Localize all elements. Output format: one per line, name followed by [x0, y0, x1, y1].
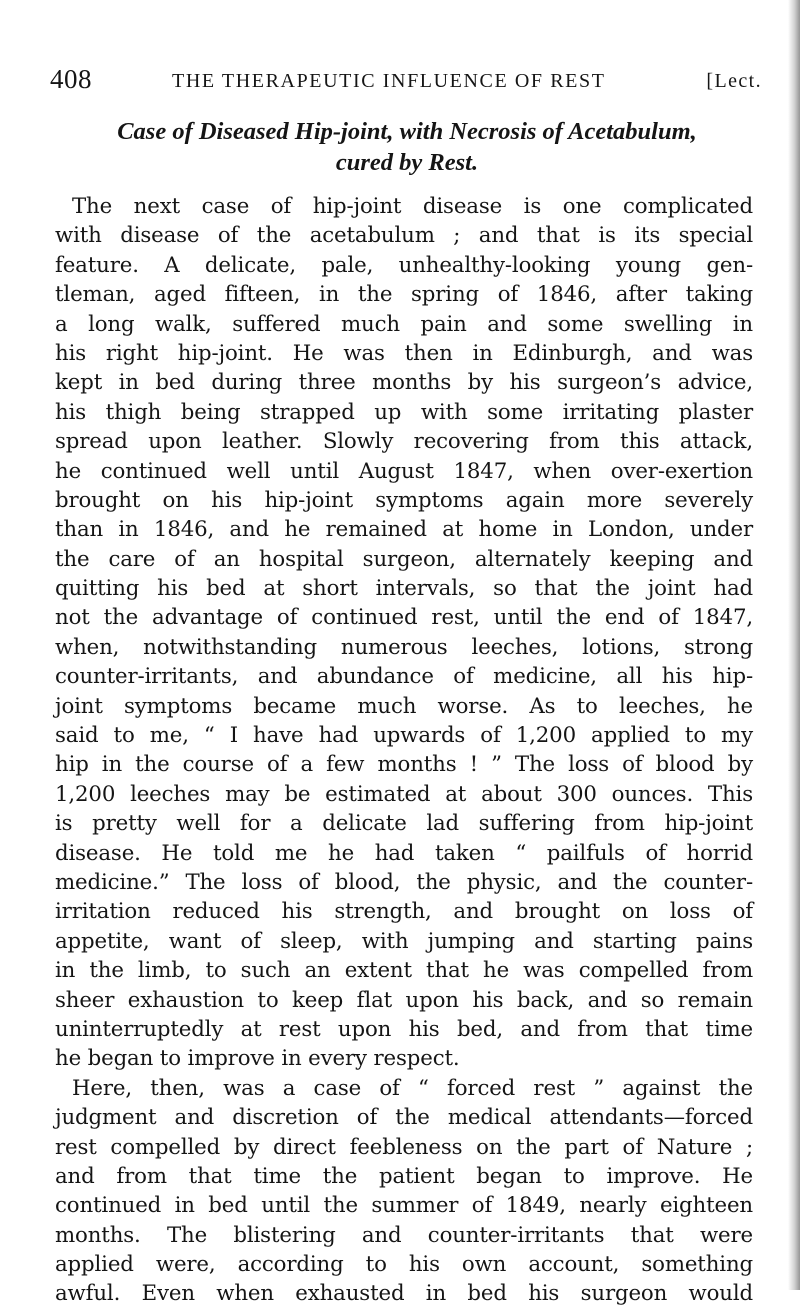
text-line: his thigh being strapped up with some irritating plaster	[55, 399, 753, 425]
text-line: when, notwithstanding numerous leeches, lotions, strong	[55, 634, 753, 660]
body-text	[55, 192, 753, 1309]
text-line: months. The blistering and counter-irritants that were	[55, 1222, 753, 1248]
text-line: rest compelled by direct feebleness on the part of Nature ;	[55, 1134, 753, 1160]
text-line: the care of an hospital surgeon, alternately keeping and	[55, 546, 753, 572]
text-line: hip in the course of a few months ! ” The loss of blood by	[55, 752, 753, 778]
text-line: joint symptoms became much worse. As to leeches, he	[55, 693, 753, 719]
text-line: tleman, aged fifteen, in the spring of 1846, after taking	[55, 282, 753, 308]
text-line: applied were, according to his own account, something	[55, 1252, 753, 1278]
text-line: quitting his bed at short intervals, so that the joint had	[55, 576, 753, 602]
text-line: continued in bed until the summer of 1849, nearly eighteen	[55, 1193, 753, 1219]
running-lecture-label: [Lect.	[706, 70, 762, 92]
running-head	[50, 64, 762, 98]
text-line: kept in bed during three months by his surgeon’s advice,	[55, 370, 753, 396]
text-line: appetite, want of sleep, with jumping and starting pains	[55, 928, 753, 954]
text-line: judgment and discretion of the medical attendants—forced	[55, 1105, 753, 1131]
text-line: his right hip-joint. He was then in Edinburgh, and was	[55, 340, 753, 366]
text-line: irritation reduced his strength, and brought on loss of	[55, 899, 753, 925]
case-heading-line-2: cured by Rest.	[335, 149, 479, 176]
case-heading-line-1: Case of Diseased Hip-joint, with Necrosis of Acetabulum,	[117, 118, 697, 145]
text-line: spread upon leather. Slowly recovering from this attack,	[55, 429, 753, 455]
text-line: with disease of the acetabulum ; and that is its special	[55, 223, 753, 249]
text-line: said to me, “ I have had upwards of 1,200 applied to my	[55, 723, 753, 749]
page-number: 408	[50, 64, 92, 94]
running-title: THE THERAPEUTIC INFLUENCE OF REST	[172, 70, 606, 92]
text-line: uninterruptedly at rest upon his bed, and from that time	[55, 1016, 753, 1042]
text-line: awful. Even when exhausted in bed his surgeon would	[55, 1281, 753, 1307]
text-line: medicine.” The loss of blood, the physic, and the counter-	[55, 869, 753, 895]
text-line: counter-irritants, and abundance of medicine, all his hip-	[55, 664, 753, 690]
case-heading	[60, 116, 754, 178]
page-edge-shadow	[788, 0, 800, 1290]
text-line: a long walk, suffered much pain and some swelling in	[55, 311, 753, 337]
text-line: 1,200 leeches may be estimated at about 300 ounces. This	[55, 781, 753, 807]
text-line: feature. A delicate, pale, unhealthy-looking young gen-	[55, 252, 753, 278]
text-line: in the limb, to such an extent that he was compelled from	[55, 958, 753, 984]
text-line: brought on his hip-joint symptoms again more severely	[55, 487, 753, 513]
text-line: not the advantage of continued rest, until the end of 1847,	[55, 605, 753, 631]
text-line: and from that time the patient began to improve. He	[55, 1163, 753, 1189]
text-line: is pretty well for a delicate lad suffering from hip-joint	[55, 811, 753, 837]
text-line: than in 1846, and he remained at home in London, under	[55, 517, 753, 543]
text-line: sheer exhaustion to keep flat upon his back, and so remain	[55, 987, 753, 1013]
text-line: he began to improve in every respect.	[55, 1046, 460, 1072]
text-line: disease. He told me he had taken “ pailfuls of horrid	[55, 840, 753, 866]
text-line: he continued well until August 1847, when over-exertion	[55, 458, 753, 484]
text-line: The next case of hip-joint disease is one complicated	[72, 194, 753, 219]
text-line: Here, then, was a case of “ forced rest ” against the	[72, 1075, 753, 1101]
